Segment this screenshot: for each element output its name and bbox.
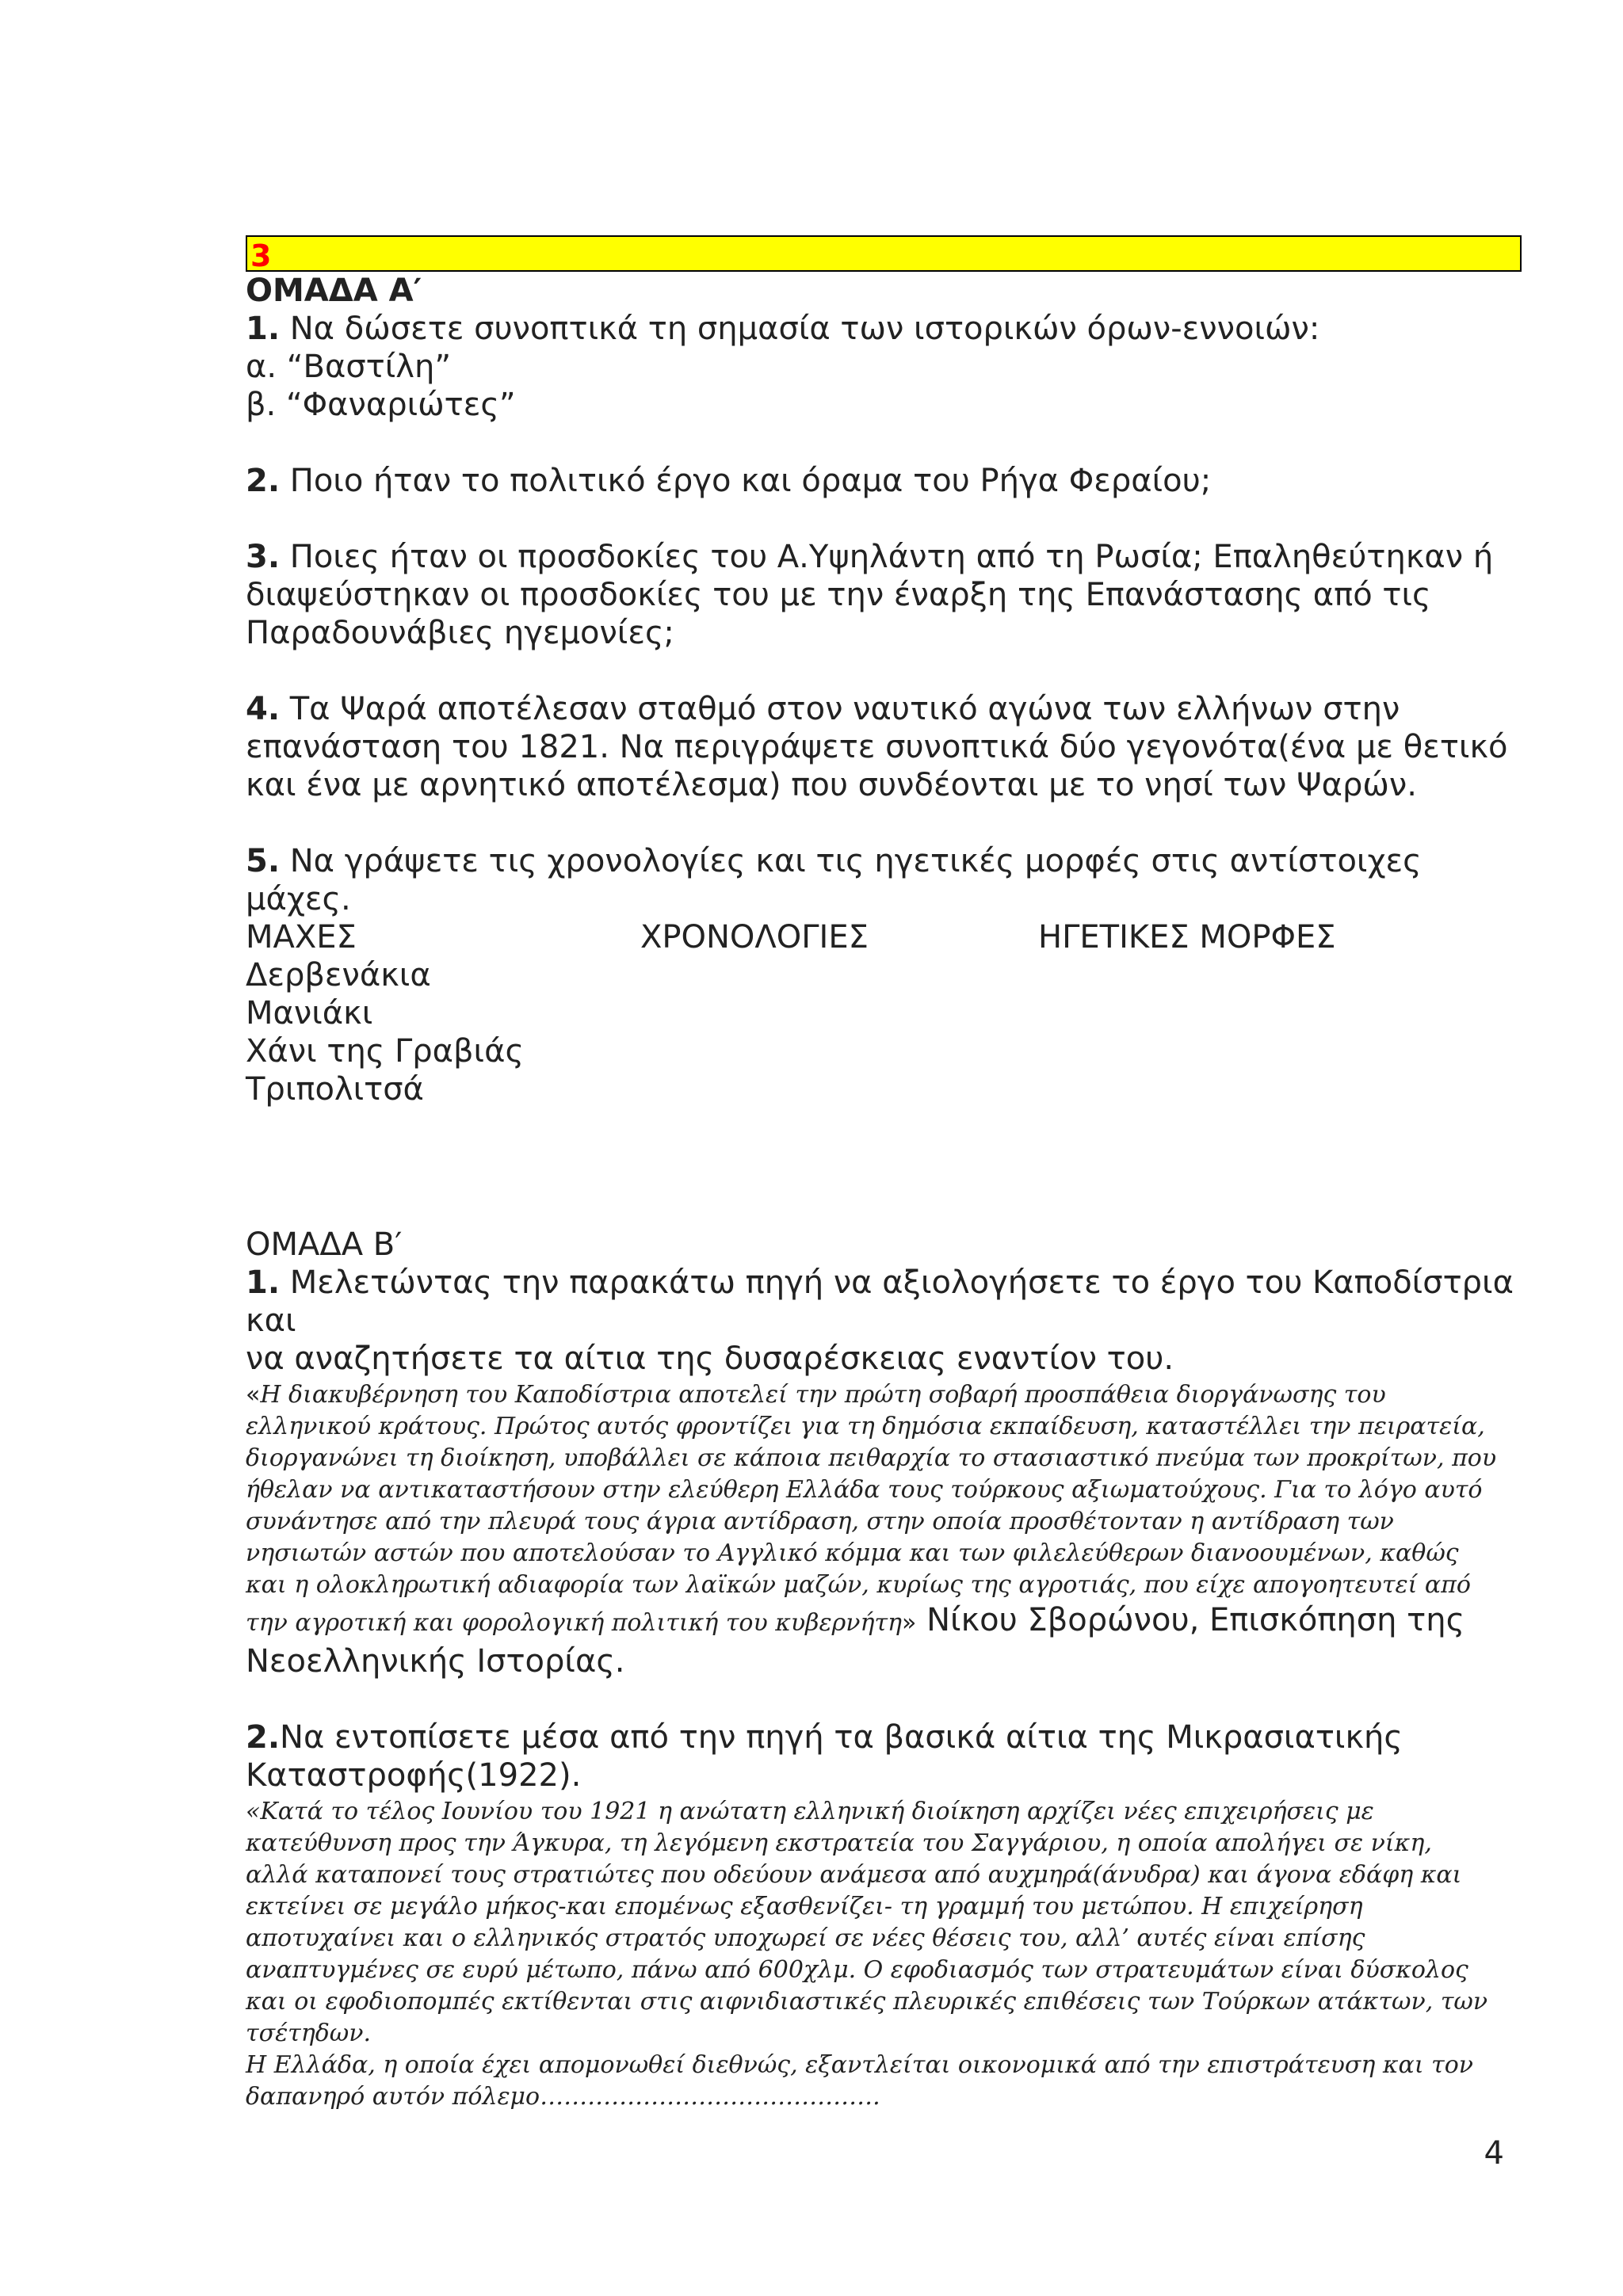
question-number: 3. — [246, 539, 281, 575]
question-text: Να εντοπίσετε μέσα από την πηγή τα βασικά αίτια της Μικρασιατικής — [280, 1719, 1403, 1756]
battle-row: Δερβενάκια — [246, 957, 431, 994]
quote-line: νησιωτών αστών που αποτελούσαν το Αγγλικό κόμμα και των φιλελεύθερων διανοουμένων, καθώς — [246, 1539, 1459, 1567]
battles-table-header — [246, 918, 1533, 956]
quote-line: την αγροτική και φορολογική πολιτική του κυβερνήτη — [246, 1609, 903, 1637]
group-a-question-5 — [246, 842, 1533, 918]
quote-line: Η διακυβέρνηση του Καποδίστρια αποτελεί την πρώτη σοβαρή προσπάθεια διοργάνωσης του — [260, 1381, 1386, 1409]
quote-line: αναπτυγμένες σε ευρύ μέτωπο, πάνω από 600χλμ. Ο εφοδιασμός των στρατευμάτων είναι δύσκολος — [246, 1956, 1468, 1984]
quote-line: ήθελαν να αντικαταστήσουν στην ελεύθερη Ελλάδα τους τούρκους αξιωματούχους. Για το λόγο αυτό — [246, 1476, 1483, 1504]
question-text: επανάσταση του 1821. Να περιγράψετε συνοπτικά δύο γεγονότα(ένα με θετικό — [246, 729, 1508, 765]
source-quote-kapodistrias — [246, 1379, 1533, 1680]
quote-line: τσέτηδων. — [246, 2019, 372, 2047]
source-quote-asia-minor — [246, 1796, 1533, 2113]
group-a-question-3 — [246, 538, 1533, 652]
quote-line: συνάντησε από την πλευρά τους άγρια αντίδραση, στην οποία προσθέτονταν η αντίδραση των — [246, 1508, 1394, 1535]
question-number: 2. — [246, 463, 281, 499]
battle-row: Χάνι της Γραβιάς — [246, 1033, 524, 1070]
header-highlight-box — [246, 235, 1522, 272]
quote-line: και οι εφοδιοπομπές εκτίθενται στις αιφνιδιαστικές πλευρικές επιθέσεις των Τούρκων ατάκτων, των — [246, 1988, 1488, 2016]
group-b-question-2 — [246, 1718, 1533, 1794]
term-item: α. “Βαστίλη” — [246, 349, 452, 385]
question-number: 5. — [246, 843, 281, 879]
quote-line: Η Ελλάδα, η οποία έχει απομονωθεί διεθνώς, εξαντλείται οικονομικά από την επιστράτευση και τον — [246, 2051, 1474, 2079]
question-text: Ποιες ήταν οι προσδοκίες του Α.Υψηλάντη από τη Ρωσία; Επαληθεύτηκαν ή — [280, 539, 1494, 575]
column-header-battles: ΜΑΧΕΣ — [246, 919, 357, 955]
battle-row: Τριπολιτσά — [246, 1071, 424, 1108]
close-quote-mark: » — [902, 1609, 917, 1637]
quote-line: ελληνικού κράτους. Πρώτος αυτός φροντίζει για τη δημόσια εκπαίδευση, καταστέλλει την πειρατεία, — [246, 1413, 1485, 1440]
group-b-title: ΟΜΑΔΑ Β′ — [246, 1226, 403, 1263]
quote-line: κατεύθυνση προς την Άγκυρα, τη λεγόμενη εκστρατεία του Σαγγάριου, η οποία απολήγει σε νίκη, — [246, 1829, 1432, 1857]
question-text: να αναζητήσετε τα αίτια της δυσαρέσκειας εναντίον του. — [246, 1341, 1174, 1377]
question-text: Ποιο ήταν το πολιτικό έργο και όραμα του Ρήγα Φεραίου; — [280, 463, 1212, 499]
question-text: Να γράψετε τις χρονολογίες και τις ηγετικές μορφές στις αντίστοιχες μάχες. — [246, 843, 1422, 917]
quote-line: διοργανώνει τη διοίκηση, υποβάλλει σε κάποια πειθαρχία το στασιαστικό πνεύμα των προκρίτων, που — [246, 1444, 1497, 1472]
quote-line: δαπανηρό αυτόν πόλεμο……………………………………. — [246, 2083, 880, 2111]
quote-line: «Κατά το τέλος Ιουνίου του 1921 η ανώτατη ελληνική διοίκηση αρχίζει νέες επιχειρήσεις με — [246, 1798, 1374, 1825]
question-text: Παραδουνάβιες ηγεμονίες; — [246, 615, 674, 651]
question-number: 2. — [246, 1719, 281, 1756]
column-header-leaders: ΗΓΕΤΙΚΕΣ ΜΟΡΦΕΣ — [1038, 919, 1336, 955]
group-a-question-4 — [246, 690, 1533, 804]
term-item: β. “Φαναριώτες” — [246, 387, 516, 423]
quote-line: και η ολοκληρωτική αδιαφορία των λαϊκών μαζών, κυρίως της αγροτιάς, που είχε απογοητευτεί από — [246, 1571, 1471, 1599]
column-header-dates: ΧΡΟΝΟΛΟΓΙΕΣ — [640, 919, 869, 955]
open-quote-mark: « — [246, 1381, 261, 1409]
question-number: 4. — [246, 691, 281, 727]
document-page — [246, 235, 1533, 2113]
question-text: Τα Ψαρά αποτέλεσαν σταθμό στον ναυτικό αγώνα των ελλήνων στην — [280, 691, 1400, 727]
quote-line: αποτυχαίνει και ο ελληνικός στρατός υποχωρεί σε νέες θέσεις του, αλλ’ αυτές είναι επίσης — [246, 1924, 1365, 1952]
page-number: 4 — [1484, 2135, 1504, 2172]
source-title: Νεοελληνικής Ιστορίας. — [246, 1643, 625, 1680]
question-text: και ένα με αρνητικό αποτέλεσμα) που συνδέονται με το νησί των Ψαρών. — [246, 767, 1417, 803]
question-text: διαψεύστηκαν οι προσδοκίες του με την έναρξη της Επανάστασης από τις — [246, 577, 1431, 613]
quote-line: εκτείνει σε μεγάλο μήκος-και επομένως εξασθενίζει- τη γραμμή του μετώπου. Η επιχείρηση — [246, 1893, 1363, 1920]
source-author: Νίκου Σβορώνου, Επισκόπηση της — [916, 1602, 1465, 1638]
question-text: Μελετώντας την παρακάτω πηγή να αξιολογήσετε το έργο του Καποδίστρια και — [246, 1264, 1514, 1339]
question-number: 1. — [246, 311, 281, 347]
section-number: 3 — [250, 238, 272, 273]
question-text: Καταστροφής(1922). — [246, 1757, 582, 1794]
question-number: 1. — [246, 1264, 281, 1301]
group-a-question-2 — [246, 462, 1533, 500]
question-text: Να δώσετε συνοπτικά τη σημασία των ιστορικών όρων-εννοιών: — [280, 311, 1320, 347]
group-b-question-1 — [246, 1264, 1533, 1378]
battle-row: Μανιάκι — [246, 995, 373, 1032]
quote-line: αλλά καταπονεί τους στρατιώτες που οδεύουν ανάμεσα από αυχμηρά(άνυδρα) και άγονα εδάφη και — [246, 1861, 1462, 1889]
group-a-question-1 — [246, 310, 1533, 348]
group-a-title: ΟΜΑΔΑ Α′ — [246, 273, 422, 309]
